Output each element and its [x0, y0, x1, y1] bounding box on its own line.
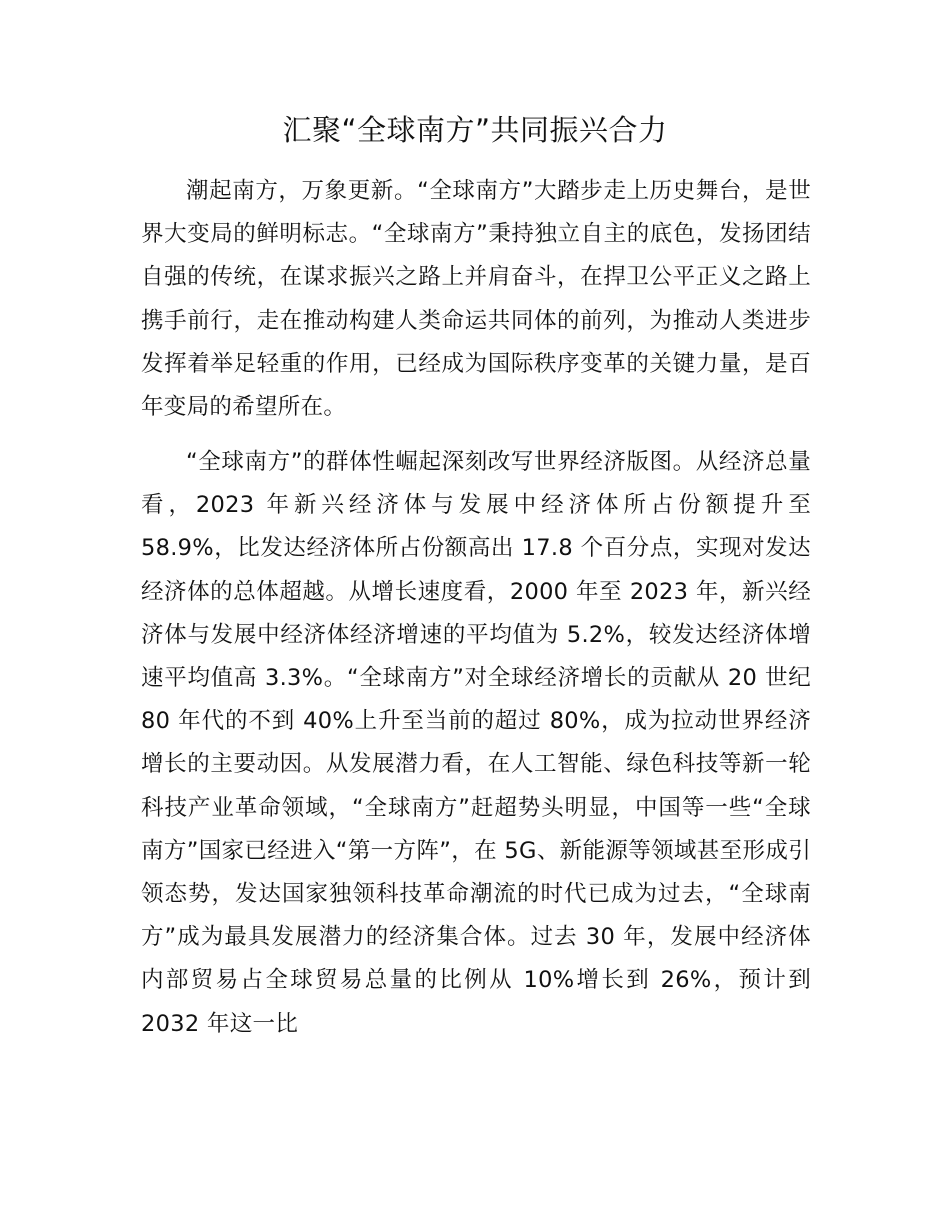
- document-title: 汇聚“全球南方”共同振兴合力: [282, 113, 668, 147]
- paragraph-1: 潮起南方，万象更新。“全球南方”大踏步走上历史舞台，是世界大变局的鲜明标志。“全球南方”秉持独立自主的底色，发扬团结自强的传统，在谋求振兴之路上并肩奋斗，在捍卫公平正义之路上携手前行，走在推动构建人类命运共同体的前列，为推动人类进步发挥着举足轻重的作用，已经成为国际秩序变革的关键力量，是百年变局的希望所在。: [141, 178, 811, 421]
- paragraph-2: “全球南方”的群体性崛起深刻改写世界经济版图。从经济总量看，2023 年新兴经济体与发展中经济体所占份额提升至 58.9%，比发达经济体所占份额高出 17.8 个百分点，实现对发达经济体的总体超越。从增长速度看，2000 年至 2023 年，新兴经济体与发展中经济体经济增速的平均值为 5.2%，较发达经济体增速平均值高 3.3%。“全球南方”对全球经济增长的贡献从 20 世纪 80 年代的不到 40%上升至当前的超过 80%，成为拉动世界经济增长的主要动因。从发展潜力看，在人工智能、绿色科技等新一轮科技产业革命领域，“全球南方”赶超势头明显，中国等一些“全球南方”国家已经进入“第一方阵”，在 5G、新能源等领域甚至形成引领态势，发达国家独领科技革命潮流的时代已成为过去，“全球南方”成为最具发展潜力的经济集合体。过去 30 年，发展中经济体内部贸易占全球贸易总量的比例从 10%增长到 26%，预计到 2032 年这一比: [141, 449, 811, 1037]
